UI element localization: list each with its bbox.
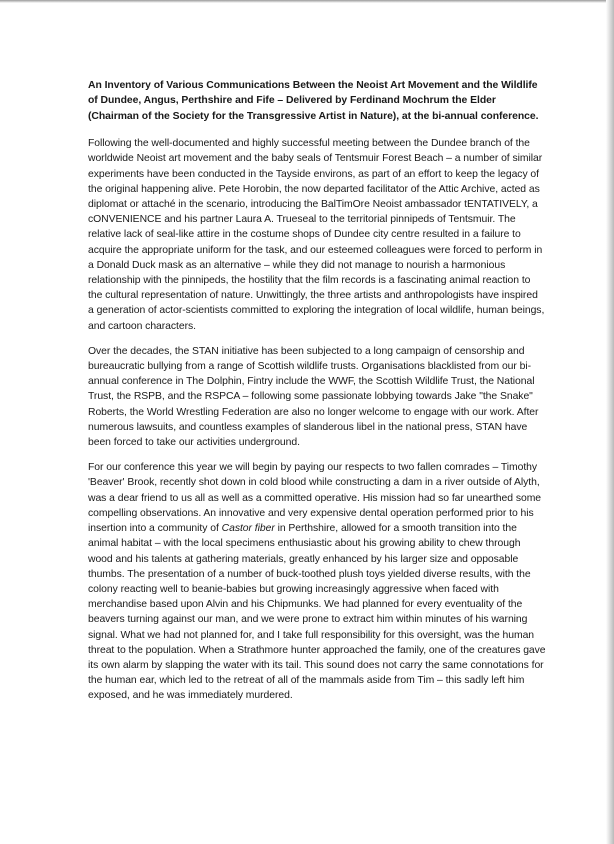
scan-top-edge bbox=[0, 0, 614, 3]
paragraph-3-text-after: in Perthshire, allowed for a smooth transition into the animal habitat – with the local specimens enthusiastic about his growing ability to chew through wood and his talents at gathering materials, greatly enhanced by his larger size and opposable thumbs. The presentation of a number of buck-toothed plush toys yielded diverse results, with the colony reacting well to beanie-babies but growing increasingly aggressive when faced with merchandise based upon Alvin and his Chipmunks. We had planned for every eventuality of the beavers turning against our man, and we were prone to extract him within minutes of his warning signal. What we had not planned for, and I take full responsibility for this oversight, was the human threat to the population. When a Strathmore hunter approached the family, one of the creatures gave its own alarm by slapping the water with its tail. This sound does not carry the same connotations for the human ear, which led to the retreat of all of the mammals aside from Tim – this sadly left him exposed, and he was immediately murdered. bbox=[88, 523, 546, 702]
paragraph-1: Following the well-documented and highly successful meeting between the Dundee branch of the worldwide Neoist art movement and the baby seals of Tentsmuir Forest Beach – a number of similar experiments have been conducted in the Tayside environs, as part of an effort to keep the legacy of the original happening alive. Pete Horobin, the now departed facilitator of the Attic Archive, acted as diplomat or attaché in the scenario, introducing the BalTimOre Neoist ambassador tENTATIVELY, a cONVENIENCE and his partner Laura A. Trueseal to the territorial pinnipeds of Tentsmuir. The relative lack of seal-like attire in the costume shops of Dundee city centre resulted in a failure to acquire the appropriate uniform for the task, and our esteemed colleagues were forced to perform in a Donald Duck mask as an alternative – while they did not manage to nourish a harmonious relationship with the pinnipeds, the hostility that the film records is a fascinating animal reaction to the cultural representation of nature. Unwittingly, the three artists and anthropologists have inspired a generation of actor-scientists committed to exploring the integration of local wildlife, human beings, and cartoon characters. bbox=[88, 138, 545, 332]
paragraph-3-text-before: For our conference this year we will begin by paying our respects to two fallen comrades – Timothy 'Beaver' Brook, recently shot down in cold blood while constructing a dam in a river outside of Alyth, was a dear friend to us all as well as a committed operative. His mission had so far unearthed some compelling observations. An innovative and very expensive dental operation performed prior to his insertion into a community of bbox=[88, 462, 542, 535]
paragraph-2: Over the decades, the STAN initiative has been subjected to a long campaign of censorship and bureaucratic bullying from a range of Scottish wildlife trusts. Organisations blacklisted from our bi-annual conference in The Dolphin, Fintry include the WWF, the Scottish Wildlife Trust, the National Trust, the RSPB, and the RSPCA – following some passionate lobbying towards Jake "the Snake" Roberts, the World Wrestling Federation are also no longer welcome to engage with our work. After numerous lawsuits, and countless examples of slanderous libel in the national press, STAN have been forced to take our activities underground. bbox=[88, 345, 539, 449]
document-body bbox=[88, 78, 546, 714]
scan-right-edge bbox=[606, 0, 614, 844]
document-title: An Inventory of Various Communications Between the Neoist Art Movement and the Wildlife of Dundee, Angus, Perthshire and Fife – Delivered by Ferdinand Mochrum the Elder (Chairman of the Society for the Transgressive Artist in Nature), at the bi-annual conference. bbox=[88, 80, 539, 122]
paragraph-3-species-name: Castor fiber bbox=[221, 523, 275, 535]
paragraph-3 bbox=[88, 460, 546, 703]
